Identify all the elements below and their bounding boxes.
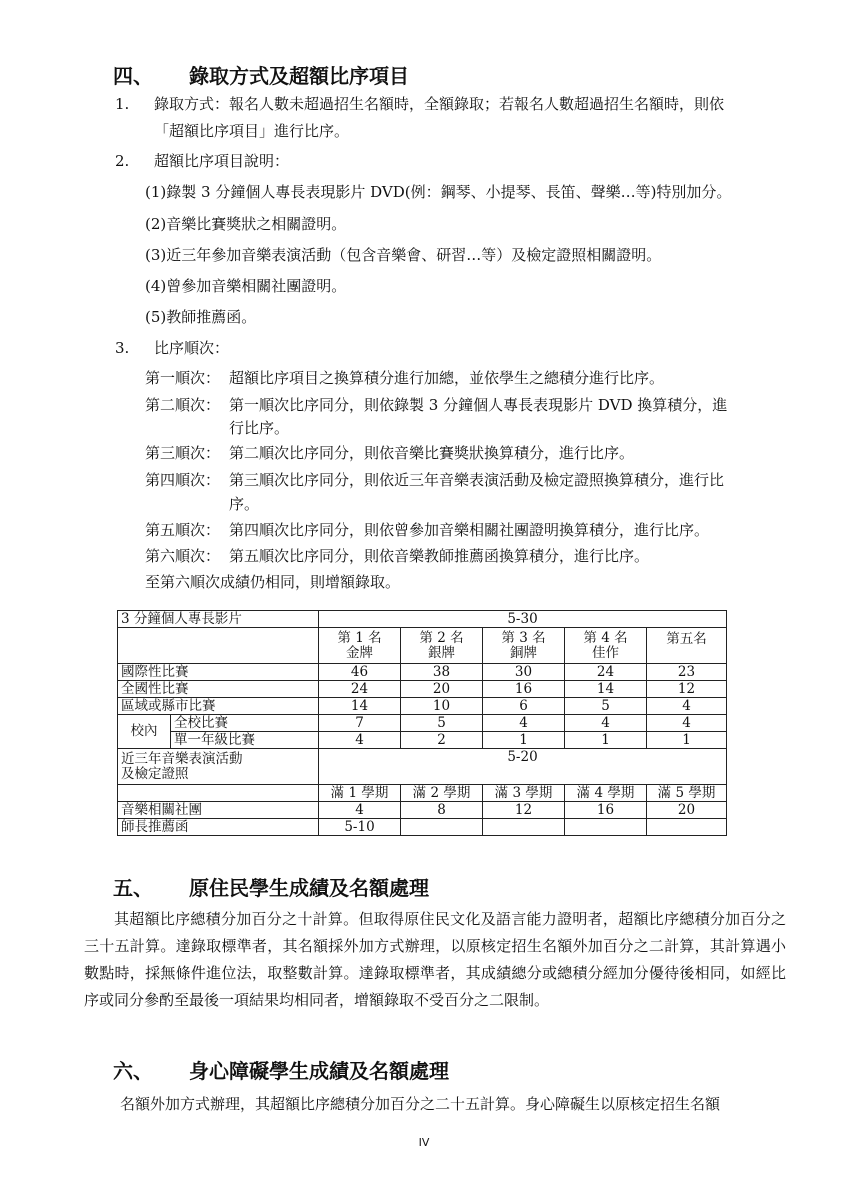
- section-number: 五、: [113, 876, 153, 900]
- table-cell: [483, 819, 565, 836]
- table-cell: 14: [565, 681, 647, 698]
- order-2-label: 第二順次：: [145, 396, 221, 414]
- table-cell: 滿 3 學期: [483, 785, 565, 802]
- order-3-text: 第二順次比序同分，則依音樂比賽獎狀換算積分，進行比序。: [229, 444, 635, 462]
- table-cell: 4: [565, 715, 647, 732]
- table-cell: 7: [319, 715, 401, 732]
- order-1-label: 第一順次：: [145, 369, 221, 387]
- table-cell: 5: [401, 715, 483, 732]
- table-cell: 滿 4 學期: [565, 785, 647, 802]
- table-cell: [118, 785, 319, 802]
- table-cell: 5-10: [319, 819, 401, 836]
- table-cell: 4: [647, 715, 727, 732]
- item-2-number: 2.: [115, 152, 130, 170]
- item-1-line-1: 錄取方式：報名人數未超過招生名額時，全額錄取；若報名人數超過招生名額時，則依: [154, 95, 725, 113]
- table-cell: 4: [319, 732, 401, 749]
- table-cell: 5-20: [319, 749, 727, 785]
- order-3-label: 第三順次：: [145, 444, 221, 462]
- order-1-text: 超額比序項目之換算積分進行加總，並依學生之總積分進行比序。: [229, 369, 665, 387]
- item-2-sub-1: (1)錄製 3 分鐘個人專長表現影片 DVD(例：鋼琴、小提琴、長笛、聲樂…等)特別加分。: [145, 183, 732, 201]
- rank-header-1: 第 1 名 金牌: [319, 628, 401, 664]
- item-2-title: 超額比序項目說明：: [154, 152, 290, 170]
- item-2-sub-2: (2)音樂比賽獎狀之相關證明。: [145, 215, 347, 233]
- table-row: [118, 664, 727, 681]
- table-cell: 30: [483, 664, 565, 681]
- table-row: [118, 802, 727, 819]
- table-row: [118, 819, 727, 836]
- table-cell: 1: [565, 732, 647, 749]
- section-title: 錄取方式及超額比序項目: [189, 64, 409, 88]
- item-3-title: 比序順次：: [154, 339, 230, 357]
- table-cell: 音樂相關社團: [118, 802, 319, 819]
- order-5-text: 第四順次比序同分，則依曾參加音樂相關社團證明換算積分，進行比序。: [229, 521, 710, 539]
- order-4-label: 第四順次：: [145, 471, 221, 489]
- page-number: IV: [418, 1136, 430, 1149]
- table-cell: 20: [401, 681, 483, 698]
- order-2-continuation: 行比序。: [229, 419, 290, 437]
- item-1-number: 1.: [115, 95, 130, 113]
- rank-header-3: 第 3 名 銅牌: [483, 628, 565, 664]
- table-cell: 滿 2 學期: [401, 785, 483, 802]
- table-cell: 全校比賽: [171, 715, 319, 732]
- table-cell: 12: [647, 681, 727, 698]
- item-1-line-2: 「超額比序項目」進行比序。: [154, 122, 350, 140]
- table-cell: 4: [319, 802, 401, 819]
- table-cell: 國際性比賽: [118, 664, 319, 681]
- table-cell: 滿 1 學期: [319, 785, 401, 802]
- table-cell: 8: [401, 802, 483, 819]
- table-cell: 38: [401, 664, 483, 681]
- table-cell: 1: [483, 732, 565, 749]
- item-2-sub-4: (4)曾參加音樂相關社團證明。: [145, 277, 347, 295]
- table-cell: 區域或縣市比賽: [118, 698, 319, 715]
- rank-header-2: 第 2 名 銀牌: [401, 628, 483, 664]
- order-4-text: 第三順次比序同分，則依近三年音樂表演活動及檢定證照換算積分，進行比: [229, 471, 725, 489]
- table-cell: 24: [319, 681, 401, 698]
- table-cell: 12: [483, 802, 565, 819]
- table-cell: 5-30: [319, 611, 727, 628]
- item-2-sub-3: (3)近三年參加音樂表演活動（包含音樂會、研習…等）及檢定證照相關證明。: [145, 246, 662, 264]
- order-2-text: 第一順次比序同分，則依錄製 3 分鐘個人專長表現影片 DVD 換算積分，進: [229, 396, 728, 414]
- order-6-label: 第六順次：: [145, 547, 221, 565]
- table-cell: 全國性比賽: [118, 681, 319, 698]
- table-cell: [401, 819, 483, 836]
- table-cell: [647, 819, 727, 836]
- table-cell: 14: [319, 698, 401, 715]
- table-cell: 46: [319, 664, 401, 681]
- section-title: 原住民學生成績及名額處理: [189, 876, 429, 900]
- table-row: [118, 715, 727, 732]
- table-cell: 6: [483, 698, 565, 715]
- table-cell: 16: [483, 681, 565, 698]
- table-row: [118, 732, 727, 749]
- table-cell: [118, 628, 319, 664]
- table-cell: 師長推薦函: [118, 819, 319, 836]
- table-cell: 16: [565, 802, 647, 819]
- section-6-paragraph: 名額外加方式辦理，其超額比序總積分加百分之二十五計算。身心障礙生以原核定招生名額: [120, 1095, 721, 1113]
- table-row: [118, 785, 727, 802]
- table-cell: 4: [647, 698, 727, 715]
- school-label-cell: 校內: [118, 715, 171, 749]
- table-cell: 5: [565, 698, 647, 715]
- section-number: 六、: [113, 1059, 153, 1083]
- item-3-number: 3.: [115, 339, 130, 357]
- table-cell: 20: [647, 802, 727, 819]
- table-row: [118, 681, 727, 698]
- table-cell: 10: [401, 698, 483, 715]
- table-cell: 滿 5 學期: [647, 785, 727, 802]
- table-cell: [565, 819, 647, 836]
- table-cell: 4: [483, 715, 565, 732]
- table-cell: 23: [647, 664, 727, 681]
- table-cell: 1: [647, 732, 727, 749]
- table-cell: 24: [565, 664, 647, 681]
- section-5-paragraph: 其超額比序總積分加百分之十計算。但取得原住民文化及語言能力證明者，超額比序總積分加百分之三十五計算。達錄取標準者，其名額採外加方式辦理，以原核定招生名額外加百分之二計算，其計算遇小數點時，採無條件進位法，取整數計算。達錄取標準者，其成績總分或總積分經加分優待後相同，如經比序或同分參酌至最後一項結果均相同者，增額錄取不受百分之二限制。: [84, 910, 786, 1009]
- table-row: [118, 628, 727, 664]
- section-title: 身心障礙學生成績及名額處理: [189, 1059, 449, 1083]
- rank-header-5: 第五名: [647, 628, 727, 664]
- table-row: [118, 611, 727, 628]
- table-cell: 2: [401, 732, 483, 749]
- final-order-note: 至第六順次成績仍相同，則增額錄取。: [145, 573, 401, 591]
- section-number: 四、: [113, 64, 153, 88]
- table-cell: 單一年級比賽: [171, 732, 319, 749]
- order-5-label: 第五順次：: [145, 521, 221, 539]
- table-row: [118, 749, 727, 785]
- performance-label-cell: 近三年音樂表演活動 及檢定證照: [118, 749, 319, 785]
- table-row: [118, 698, 727, 715]
- table-cell: 3 分鐘個人專長影片: [118, 611, 319, 628]
- order-4-continuation: 序。: [229, 495, 260, 513]
- score-table: [117, 610, 727, 836]
- rank-header-4: 第 4 名 佳作: [565, 628, 647, 664]
- item-2-sub-5: (5)教師推薦函。: [145, 308, 257, 326]
- order-6-text: 第五順次比序同分，則依音樂教師推薦函換算積分，進行比序。: [229, 547, 650, 565]
